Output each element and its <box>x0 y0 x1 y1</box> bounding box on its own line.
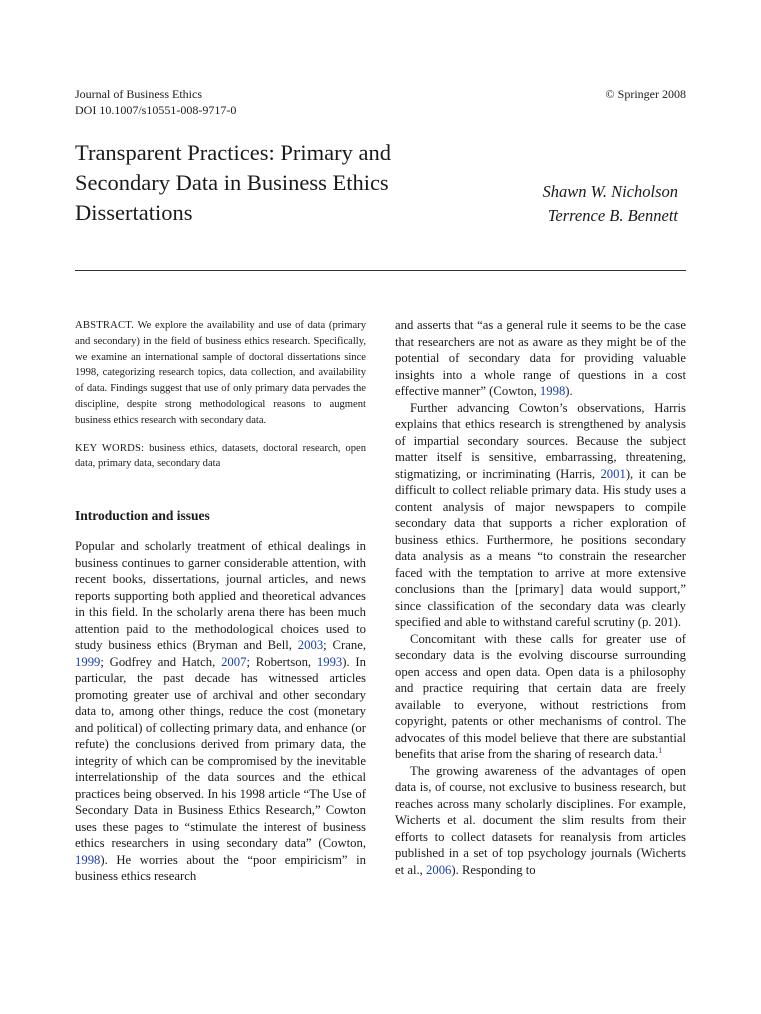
text-run: and asserts that “as a general rule it seems to be the case that researchers are not as aware as they might be of the potential of secondary data for providing valuable insights into a whole range of questions in a cost effective manner” (Cowton, <box>395 318 686 398</box>
abstract <box>75 318 366 429</box>
abstract-label: ABSTRACT. <box>75 320 134 331</box>
text-run: ). He worries about the “poor empiricism” in business ethics research <box>75 852 366 884</box>
author: Shawn W. Nicholson <box>542 182 678 201</box>
text-run: Further advancing Cowton’s observations, Harris explains that ethics research is strengthened by analysis of impartial secondary sources. Because the subject matter itself is sensitive, embarrassing, threatening, stigmatizing, or incriminating (Harris, <box>395 400 686 481</box>
doi: DOI 10.1007/s10551-008-9717-0 <box>75 103 237 117</box>
text-run: ). In particular, the past decade has witnessed articles promoting greater use of archival and other secondary data to, among other things, reduce the cost (monetary and political) of collecting primary data, and enhance (or refute) the conclusions derived from primary data, the integrity of which can be compromised by the inevitable interrelationship of the data sources and the ethical practices being observed. In his 1998 article “The Use of Secondary Data in Business Ethics Research,” Cowton uses these pages to “stimulate the interest of business ethics researchers in using secondary data” (Cowton, <box>75 654 366 851</box>
left-column <box>75 318 366 885</box>
citation-link[interactable]: 2006 <box>426 862 452 877</box>
citation-link[interactable]: 1998 <box>75 852 101 867</box>
author: Terrence B. Bennett <box>547 206 678 225</box>
citation-link[interactable]: 1993 <box>316 654 343 669</box>
text-run: Popular and scholarly treatment of ethical dealings in business continues to garner considerable attention, with recent books, dissertations, journal articles, and news reports supporting both applied and theoretical advances in this field. In the scholarly arena there has been much attention paid to the methodological choices used to study business ethics (Bryman and Bell, <box>75 539 366 653</box>
keywords-text: business ethics, datasets, doctoral research, open data, primary data, secondary data <box>75 442 366 470</box>
paragraph <box>395 631 686 763</box>
text-run: ; Crane, <box>323 638 366 653</box>
footnote-marker[interactable]: 1 <box>658 745 663 755</box>
paragraph <box>395 763 686 879</box>
keywords <box>75 441 366 473</box>
citation-link[interactable]: 1999 <box>75 654 101 669</box>
citation-link[interactable]: 2001 <box>600 466 626 481</box>
text-run: ). <box>565 384 573 398</box>
journal-header <box>75 86 236 118</box>
citation-link[interactable]: 1998 <box>539 384 566 398</box>
citation-link[interactable]: 2007 <box>221 654 247 669</box>
citation-link[interactable]: 2003 <box>297 638 324 653</box>
text-run: Concomitant with these calls for greater use of secondary data is the evolving discourse surrounding open access and open data. Open data is a philosophy and practice requiring that certain data are freely available to everyone, without restrictions from copyright, patents or other mechanisms of control. The advocates of this model believe that there are substantial benefits that arise from the sharing of research data. <box>395 631 686 761</box>
text-run: ; Godfrey and Hatch, <box>100 654 222 669</box>
copyright: © Springer 2008 <box>605 87 686 101</box>
text-run: The growing awareness of the advantages of open data is, of course, not exclusive to business research, but reaches across many scholarly disciplines. For example, Wicherts et al. document the slim results from their efforts to collect datasets for reanalysis from articles published in a set of top psychology journals (Wicherts et al., <box>395 763 686 877</box>
paragraph <box>75 538 366 885</box>
author-list <box>542 180 678 228</box>
article-title: Transparent Practices: Primary and Secondary Data in Business Ethics Dissertations <box>75 140 391 225</box>
text-run: ), it can be difficult to collect reliable primary data. His study uses a content analysis of major newspapers to compile secondary data that supports a richer exploration of business ethics. Furthermore, he positions secondary data analysis as a means “to constrain the researcher faced with the temptation to arrive at more extensive conclusions than the [primary] data would support,” since classification of the secondary data was clearly specified and able to withstand careful scrutiny (p. 201). <box>395 466 686 629</box>
keywords-label: KEY WORDS: <box>75 442 145 454</box>
section-heading: Introduction and issues <box>75 508 210 524</box>
paragraph <box>395 317 686 400</box>
text-run: ; Robertson, <box>246 654 317 669</box>
text-run: ). Responding to <box>451 862 536 877</box>
paragraph <box>395 400 686 631</box>
header-divider <box>75 270 686 271</box>
abstract-text: We explore the availability and use of data (primary and secondary) in the field of business ethics research. Specifically, we examine an international sample of doctoral dissertations since 1998, categorizing research topics, data collection, and availability of data. Findings suggest that use of only primary data pervades the discipline, despite strong methodological reasons to augment business ethics research with secondary data. <box>75 320 366 426</box>
journal-name: Journal of Business Ethics <box>75 87 202 101</box>
right-column <box>395 317 686 878</box>
